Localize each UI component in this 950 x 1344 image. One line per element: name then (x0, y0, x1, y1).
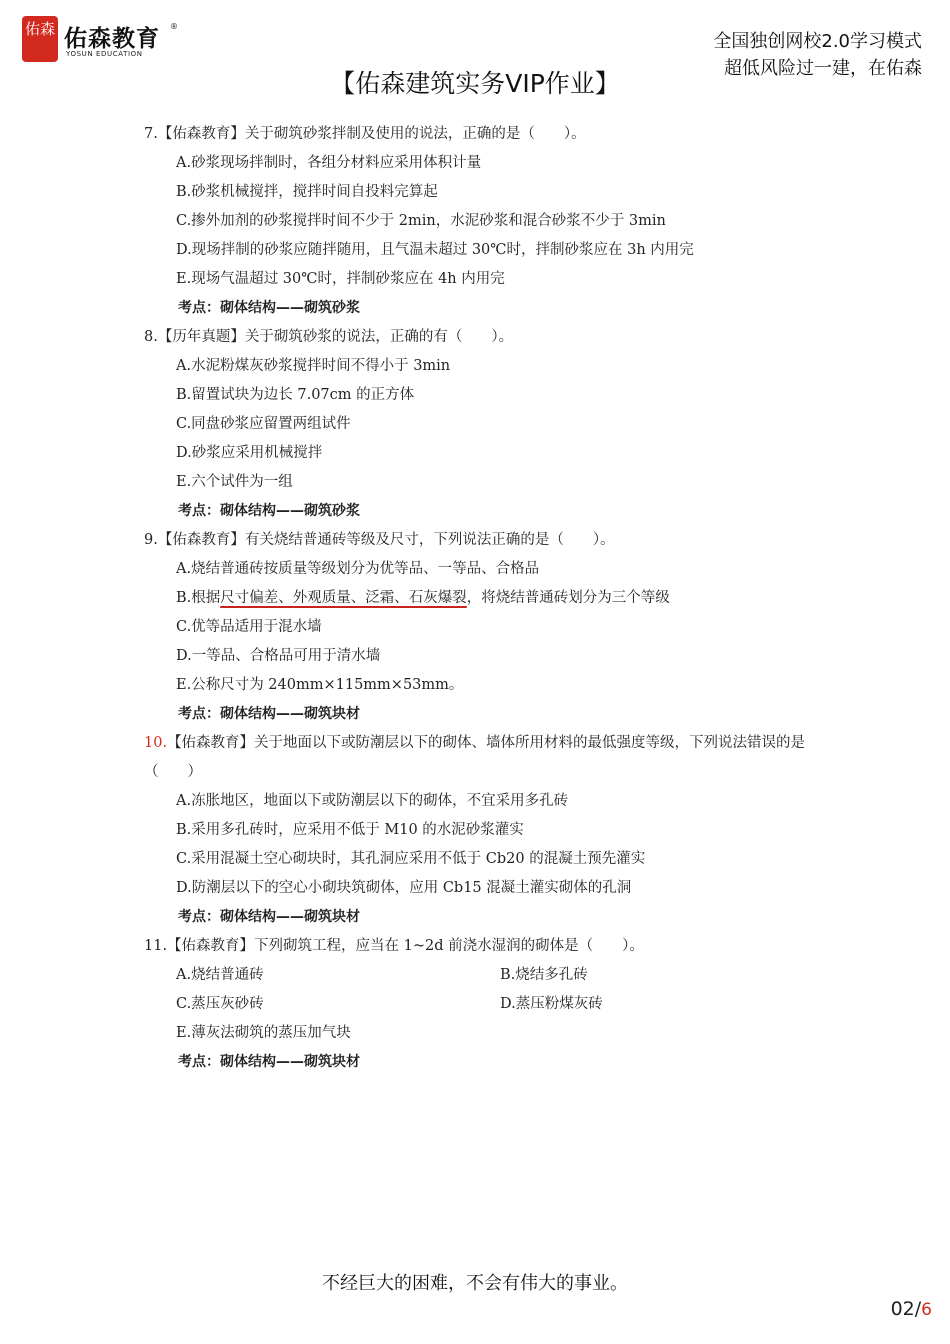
question-stem-text: 【佑森教育】关于地面以下或防潮层以下的砌体、墙体所用材料的最低强度等级，下列说法错误的是（ ） (144, 735, 806, 780)
option-b (144, 584, 814, 613)
knowledge-point: 考点：砌体结构——砌筑块材 (178, 706, 360, 722)
question-stem: 8.【历年真题】关于砌筑砂浆的说法，正确的有（ ）。 (144, 329, 514, 345)
option-b: B.留置试块为边长 7.07cm 的正方体 (176, 387, 415, 403)
option-d: D.一等品、合格品可用于清水墙 (176, 648, 381, 664)
underlined-annotation: 尺寸偏差、外观质量、泛霜、石灰爆裂 (220, 590, 467, 606)
option-c: C.同盘砂浆应留置两组试件 (176, 416, 351, 432)
knowledge-point: 考点：砌体结构——砌筑砂浆 (178, 503, 360, 519)
option-b: B.采用多孔砖时，应采用不低于 M10 的水泥砂浆灌实 (176, 822, 524, 838)
option-c: C.掺外加剂的砂浆搅拌时间不少于 2min，水泥砂浆和混合砂浆不少于 3min (176, 213, 666, 229)
document-title: 【佑森建筑实务VIP作业】 (330, 69, 620, 98)
option-b: B.烧结多孔砖 (500, 967, 588, 983)
page-current: 02/ (890, 1298, 922, 1320)
question-11 (144, 932, 814, 1077)
question-7 (144, 120, 814, 323)
question-stem: 11.【佑森教育】下列砌筑工程，应当在 1~2d 前浇水湿润的砌体是（ ）。 (144, 938, 644, 954)
question-10 (144, 729, 814, 932)
option-c: C.蒸压灰砂砖 (176, 996, 264, 1012)
option-a: A.砂浆现场拌制时，各组分材料应采用体积计量 (176, 155, 482, 171)
slogan-line-2: 超低风险过一建，在佑森 (724, 58, 922, 79)
question-9 (144, 526, 814, 729)
question-stem (144, 729, 814, 787)
question-stem: 9.【佑森教育】有关烧结普通砖等级及尺寸，下列说法正确的是（ ）。 (144, 532, 615, 548)
option-d: D.蒸压粉煤灰砖 (500, 996, 603, 1012)
page-total: 6 (921, 1300, 932, 1320)
option-d: D.现场拌制的砂浆应随拌随用，且气温未超过 30℃时，拌制砂浆应在 3h 内用完 (176, 242, 694, 258)
slogan-line-1: 全国独创网校2.0学习模式 (713, 31, 922, 52)
footer-motto: 不经巨大的困难，不会有伟大的事业。 (322, 1273, 628, 1294)
knowledge-point: 考点：砌体结构——砌筑块材 (178, 909, 360, 925)
option-c: C.优等品适用于混水墙 (176, 619, 322, 635)
page-number (891, 1298, 932, 1320)
option-a: A.水泥粉煤灰砂浆搅拌时间不得小于 3min (176, 358, 451, 374)
option-b-rest: ，将烧结普通砖划分为三个等级 (466, 590, 670, 606)
option-a: A.冻胀地区，地面以下或防潮层以下的砌体，不宜采用多孔砖 (176, 793, 569, 809)
option-e: E.公称尺寸为 240mm×115mm×53mm。 (176, 677, 464, 693)
option-row-2 (144, 990, 814, 1019)
option-e: E.现场气温超过 30℃时，拌制砂浆应在 4h 内用完 (176, 271, 505, 287)
option-a: A.烧结普通砖 (176, 967, 264, 983)
option-d: D.砂浆应采用机械搅拌 (176, 445, 323, 461)
option-a: A.烧结普通砖按质量等级划分为优等品、一等品、合格品 (176, 561, 540, 577)
logo-name: 佑森教育 (64, 26, 160, 52)
knowledge-point: 考点：砌体结构——砌筑砂浆 (178, 300, 360, 316)
question-stem: 7.【佑森教育】关于砌筑砂浆拌制及使用的说法，正确的是（ ）。 (144, 126, 586, 142)
option-b-prefix: B.根据 (176, 590, 221, 606)
option-row-1 (144, 961, 814, 990)
option-e: E.薄灰法砌筑的蒸压加气块 (176, 1025, 351, 1041)
logo (22, 16, 192, 66)
knowledge-point: 考点：砌体结构——砌筑块材 (178, 1054, 360, 1070)
option-c: C.采用混凝土空心砌块时，其孔洞应采用不低于 Cb20 的混凝土预先灌实 (176, 851, 646, 867)
question-8 (144, 323, 814, 526)
logo-badge: 佑森 (22, 16, 58, 62)
logo-english-name: YOSUN EDUCATION (66, 50, 143, 58)
option-d: D.防潮层以下的空心小砌块筑砌体，应用 Cb15 混凝土灌实砌体的孔洞 (176, 880, 632, 896)
option-e: E.六个试件为一组 (176, 474, 293, 490)
registered-mark: ® (170, 22, 178, 31)
option-b: B.砂浆机械搅拌，搅拌时间自投料完算起 (176, 184, 438, 200)
question-list (144, 120, 814, 1077)
question-number: 10. (144, 735, 168, 751)
